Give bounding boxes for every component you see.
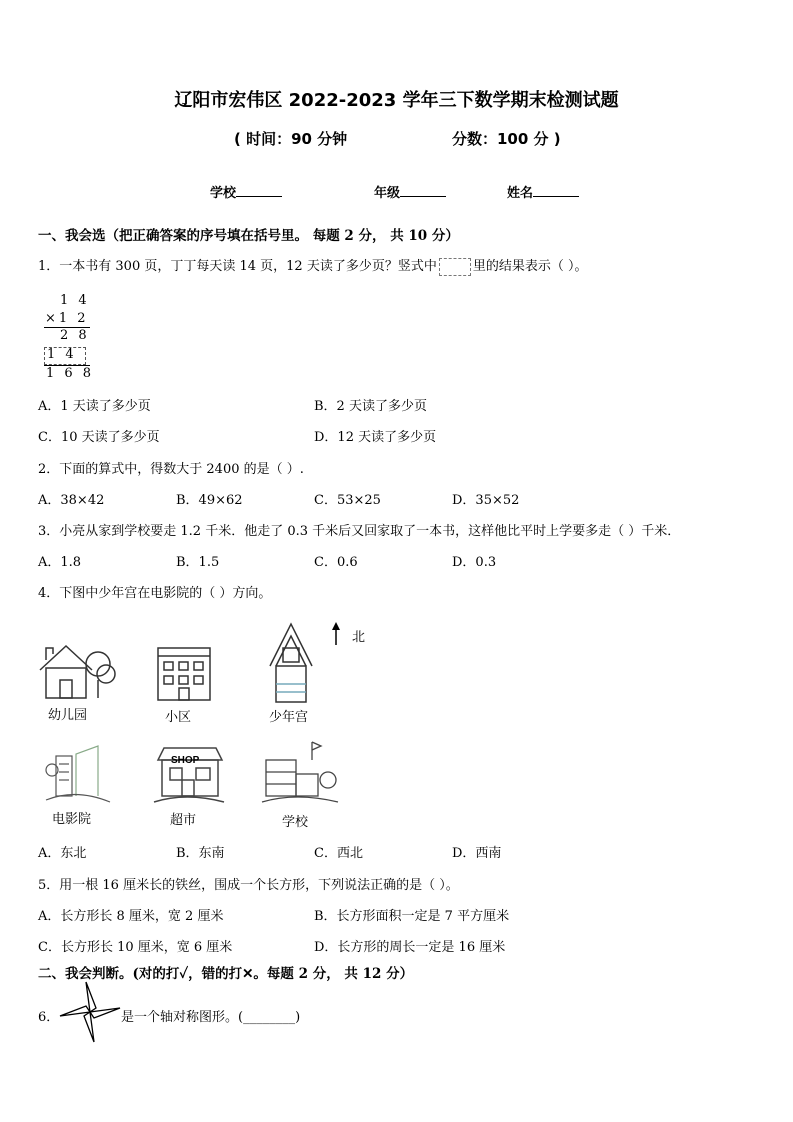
section-1-heading: 一、我会选（把正确答案的序号填在括号里。 每题 2 分， 共 10 分） <box>38 228 459 244</box>
q5-option-d[interactable]: D．长方形的周长一定是 16 厘米 <box>314 940 506 955</box>
school-label: 学校 <box>210 186 237 201</box>
q4-option-b[interactable]: B．东南 <box>176 846 225 861</box>
page-title: 辽阳市宏伟区 2022-2023 学年三下数学期末检测试题 <box>174 90 619 111</box>
question-2: 2．下面的算式中，得数大于 2400 的是（ ）. <box>38 462 304 477</box>
calc-row-5: 1 6 8 <box>46 366 95 381</box>
kindergarten-icon <box>40 646 115 698</box>
q5-option-b[interactable]: B．长方形面积一定是 7 平方厘米 <box>314 909 510 924</box>
name-label: 姓名 <box>507 186 534 201</box>
q6-text: 是一个轴对称图形。(________) <box>121 1010 301 1025</box>
map-figure <box>36 620 366 835</box>
q1-text-b: 里的结果表示（ ）。 <box>472 259 588 274</box>
q2-option-b[interactable]: B．49×62 <box>176 493 243 508</box>
grade-field <box>374 182 446 201</box>
name-blank <box>533 184 579 197</box>
calc-row-4: 1 4 <box>47 347 77 362</box>
calc-row-2: ×1 2 <box>45 311 89 326</box>
label-kindergarten: 幼儿园 <box>48 708 88 723</box>
question-3: 3．小亮从家到学校要走 1.2 千米．他走了 0.3 千米后又回家取了一本书，这样他比平时上学要多走（ ）千米． <box>38 524 681 539</box>
q1-option-b[interactable]: B．2 天读了多少页 <box>314 399 427 414</box>
q3-option-c[interactable]: C．0.6 <box>314 555 358 570</box>
shop-sign: SHOP <box>171 755 200 766</box>
q1-text-a: 1．一本书有 300 页，丁丁每天读 14 页，12 天读了多少页？竖式中 <box>38 259 437 274</box>
question-5: 5．用一根 16 厘米长的铁丝，围成一个长方形，下列说法正确的是（ ）。 <box>38 878 459 893</box>
name-field <box>507 182 579 201</box>
q4-option-d[interactable]: D．西南 <box>452 846 502 861</box>
north-arrow-icon <box>332 622 340 645</box>
calc-row-3: 2 8 <box>60 328 90 343</box>
time-info: ( 时间：90 分钟 <box>234 130 348 148</box>
school-field <box>210 182 282 201</box>
score-info: 分数：100 分 ) <box>452 130 561 148</box>
question-1 <box>38 255 587 276</box>
school-icon <box>262 742 338 802</box>
pinwheel-figure-icon <box>58 980 122 1044</box>
youth-palace-icon <box>270 624 312 702</box>
q2-option-d[interactable]: D．35×52 <box>452 493 520 508</box>
residential-icon <box>158 648 210 700</box>
q4-option-a[interactable]: A．东北 <box>38 846 87 861</box>
q1-option-c[interactable]: C．10 天读了多少页 <box>38 430 160 445</box>
grade-label: 年级 <box>374 186 401 201</box>
label-school: 学校 <box>282 815 309 830</box>
calc-row-1: 1 4 <box>60 293 90 308</box>
grade-blank <box>400 184 446 197</box>
q5-option-a[interactable]: A．长方形长 8 厘米，宽 2 厘米 <box>38 909 224 924</box>
q3-option-d[interactable]: D．0.3 <box>452 555 497 570</box>
q1-option-a[interactable]: A．1 天读了多少页 <box>38 399 151 414</box>
label-supermarket: 超市 <box>170 813 197 828</box>
q4-option-c[interactable]: C．西北 <box>314 846 363 861</box>
question-4: 4．下图中少年宫在电影院的（ ）方向。 <box>38 586 272 601</box>
label-youth-palace: 少年宫 <box>269 710 309 725</box>
label-cinema: 电影院 <box>52 812 92 827</box>
q3-option-a[interactable]: A．1.8 <box>38 555 82 570</box>
q6-number: 6． <box>38 1010 60 1025</box>
q2-option-a[interactable]: A．38×42 <box>38 493 105 508</box>
cinema-icon <box>46 746 110 802</box>
school-blank <box>236 184 282 197</box>
q5-option-c[interactable]: C．长方形长 10 厘米，宽 6 厘米 <box>38 940 233 955</box>
section-2-heading: 二、我会判断。(对的打✓，错的打✕。每题 2 分， 共 12 分） <box>38 966 414 982</box>
q3-option-b[interactable]: B．1.5 <box>176 555 220 570</box>
label-residential: 小区 <box>165 710 192 725</box>
dashed-box-icon <box>439 258 471 276</box>
q2-option-c[interactable]: C．53×25 <box>314 493 381 508</box>
q1-option-d[interactable]: D．12 天读了多少页 <box>314 430 437 445</box>
north-label: 北 <box>352 630 366 645</box>
